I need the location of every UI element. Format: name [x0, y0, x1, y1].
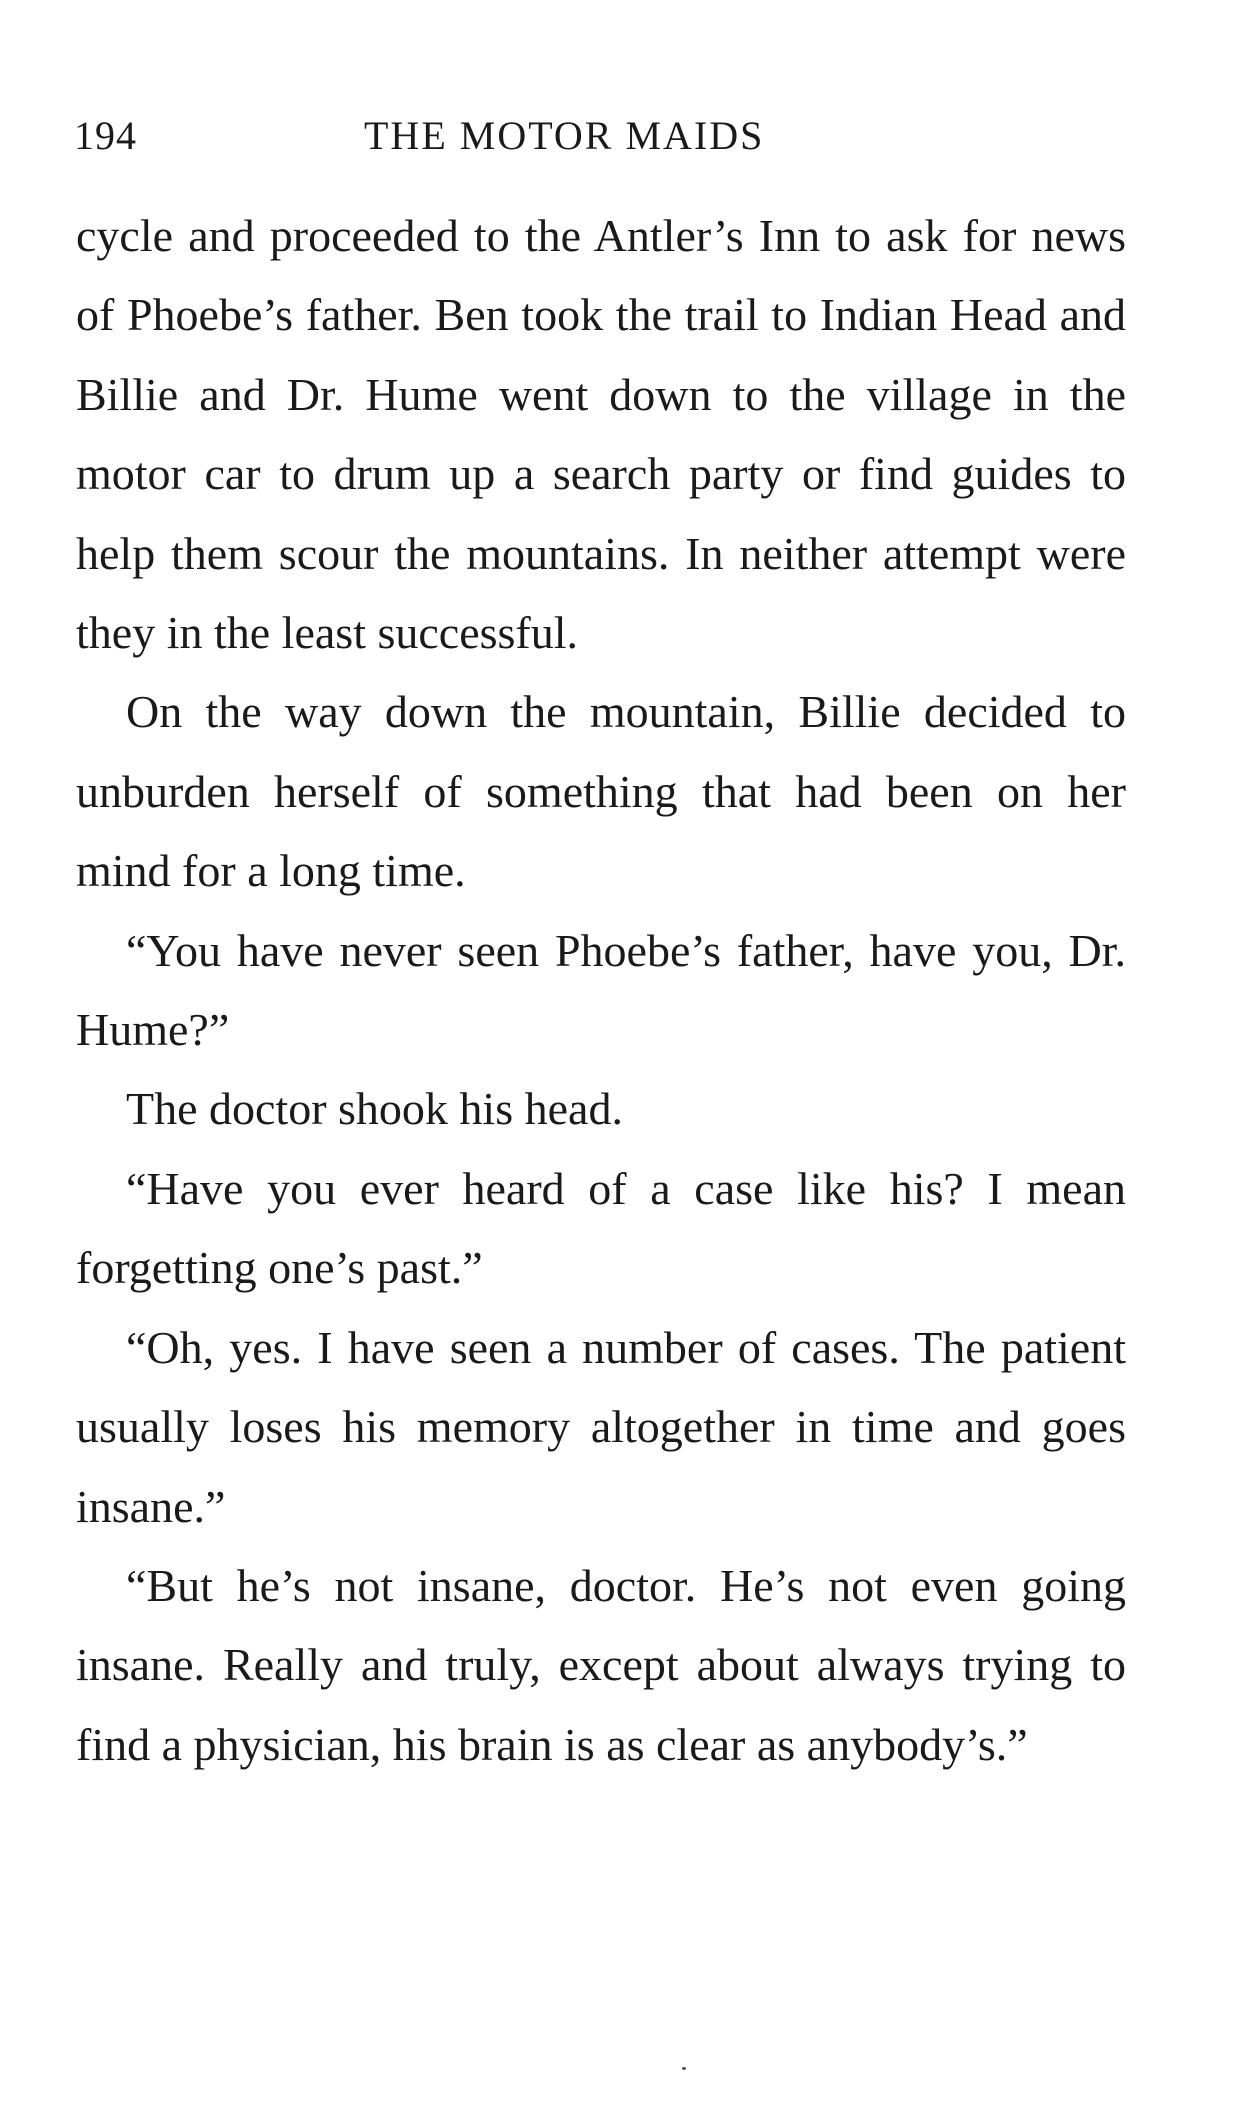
- paragraph: The doctor shook his head.: [126, 1083, 623, 1135]
- page-number: 194: [74, 113, 137, 158]
- page-header: [74, 112, 1124, 162]
- print-speck: [682, 2067, 686, 2070]
- paragraph: “Have you ever heard of a case like his? I mean forgetting one’s past.”: [76, 1162, 1126, 1294]
- paragraph: On the way down the mountain, Billie decided to unburden herself of something that had been on her mind for a long time.: [76, 686, 1126, 897]
- paragraph: “You have never seen Phoebe’s father, have you, Dr. Hume?”: [76, 924, 1126, 1056]
- paragraph: “Oh, yes. I have seen a number of cases. The patient usually loses his memory altogether in time and goes insane.”: [76, 1321, 1126, 1532]
- paragraph: “But he’s not insane, doctor. He’s not even going insane. Really and truly, except about always trying to find a physician, his brain is as clear as anybody’s.”: [76, 1559, 1126, 1770]
- body-text: [76, 196, 1126, 1784]
- running-title: THE MOTOR MAIDS: [364, 113, 765, 158]
- paragraph-continuation: cycle and proceeded to the Antler’s Inn to ask for news of Phoebe’s father. Ben took the trail to Indian Head and Billie and Dr. Hume went down to the village in the motor car to drum up a search party or find guides to help them scour the mountains. In neither attempt were they in the least successful.: [76, 210, 1126, 659]
